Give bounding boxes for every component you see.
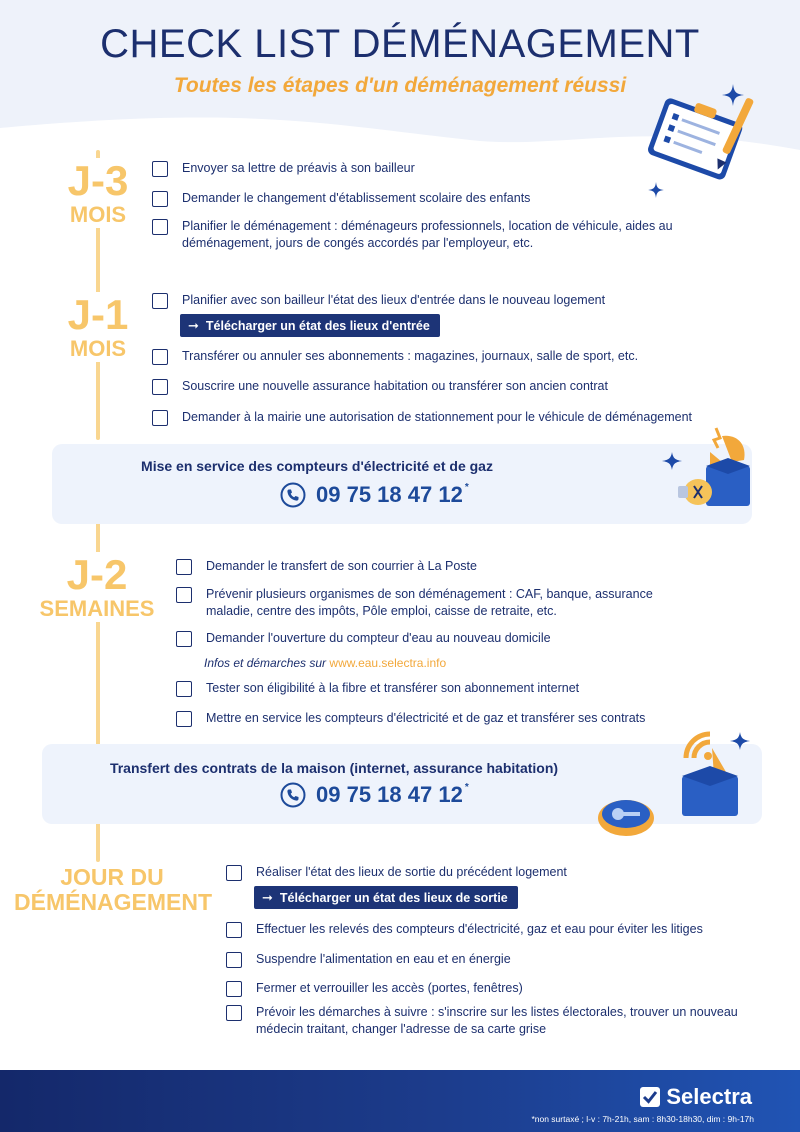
lightbulb-box-illustration bbox=[662, 422, 762, 522]
checkbox[interactable] bbox=[152, 219, 168, 235]
button-label: Télécharger un état des lieux de sortie bbox=[279, 890, 508, 905]
checklist-item bbox=[152, 218, 712, 252]
item-text: Prévenir plusieurs organismes de son déménagement : CAF, banque, assurance maladie, centre des impôts, Pôle emploi, caisse de retraite, etc. bbox=[206, 587, 653, 618]
arrow-right-icon: ➞ bbox=[262, 889, 273, 905]
item-text: Demander l'ouverture du compteur d'eau au nouveau domicile bbox=[206, 631, 551, 645]
phone-icon bbox=[280, 782, 306, 808]
footer-footnote: *non surtaxé ; l-v : 7h-21h, sam : 8h30-18h30, dim : 9h-17h bbox=[531, 1114, 754, 1124]
phone-number: 09 75 18 47 12 bbox=[316, 482, 463, 507]
item-text: Effectuer les relevés des compteurs d'électricité, gaz et eau pour éviter les litiges bbox=[256, 922, 703, 936]
phone-icon bbox=[280, 482, 306, 508]
checklist-item bbox=[176, 558, 656, 575]
checklist-item bbox=[152, 292, 752, 309]
checkbox[interactable] bbox=[176, 711, 192, 727]
checklist-item bbox=[176, 710, 736, 727]
phase-label-j2-semaines bbox=[30, 552, 164, 622]
phase-big-text: J-3 bbox=[67, 157, 129, 204]
checkbox[interactable] bbox=[176, 587, 192, 603]
checkbox[interactable] bbox=[226, 1005, 242, 1021]
phase-small-text: MOIS bbox=[69, 202, 127, 227]
item-text: Prévoir les démarches à suivre : s'inscrire sur les listes électorales, trouver un nouveau médecin traitant, changer l'adresse de sa carte grise bbox=[256, 1005, 738, 1036]
footnote-mark: * bbox=[464, 782, 469, 793]
checkbox[interactable] bbox=[152, 410, 168, 426]
checkbox[interactable] bbox=[226, 952, 242, 968]
selectra-check-logo bbox=[640, 1087, 660, 1107]
checkbox[interactable] bbox=[152, 191, 168, 207]
checkbox[interactable] bbox=[226, 981, 242, 997]
phase-small-text: SEMAINES bbox=[39, 596, 155, 621]
info-prefix: Infos et démarches sur bbox=[204, 656, 327, 670]
checkbox[interactable] bbox=[226, 865, 242, 881]
download-entry-inventory-button[interactable] bbox=[180, 314, 440, 337]
checklist-item bbox=[226, 951, 706, 968]
checkbox[interactable] bbox=[152, 293, 168, 309]
sparkle-icon bbox=[648, 182, 664, 198]
phase-label-jour-du-demenagement bbox=[14, 862, 213, 916]
clipboard-illustration bbox=[630, 86, 770, 196]
item-text: Suspendre l'alimentation en eau et en énergie bbox=[256, 952, 511, 966]
item-text: Mettre en service les compteurs d'électricité et de gaz et transférer ses contrats bbox=[206, 711, 646, 725]
checklist-item bbox=[226, 864, 706, 881]
callbox-title: Mise en service des compteurs d'électricité et de gaz bbox=[141, 458, 493, 474]
water-info-link[interactable]: www.eau.selectra.info bbox=[329, 656, 447, 670]
arrow-right-icon: ➞ bbox=[188, 317, 199, 333]
checkbox[interactable] bbox=[176, 559, 192, 575]
phase-label-j3-mois bbox=[52, 158, 144, 228]
checkbox[interactable] bbox=[152, 161, 168, 177]
download-exit-inventory-button[interactable] bbox=[254, 886, 518, 909]
phase-big-text: J-1 bbox=[67, 291, 129, 338]
checklist-item bbox=[176, 586, 676, 620]
sparkle-icon bbox=[722, 84, 744, 106]
timeline-line bbox=[96, 822, 100, 862]
phone-number: 09 75 18 47 12 bbox=[316, 782, 463, 807]
phase-big-text: J-2 bbox=[66, 551, 128, 598]
item-text: Réaliser l'état des lieux de sortie du précédent logement bbox=[256, 865, 567, 879]
checklist-item bbox=[152, 348, 752, 365]
phone-number-link[interactable] bbox=[280, 782, 469, 808]
item-text: Demander à la mairie une autorisation de stationnement pour le véhicule de déménagement bbox=[182, 410, 693, 424]
page-subtitle: Toutes les étapes d'un déménagement réussi bbox=[173, 74, 627, 97]
brand-name: Selectra bbox=[666, 1084, 752, 1109]
checkbox[interactable] bbox=[226, 922, 242, 938]
checkbox[interactable] bbox=[152, 379, 168, 395]
phase-big-text: JOUR DU bbox=[60, 864, 164, 890]
checkbox[interactable] bbox=[176, 681, 192, 697]
item-text: Fermer et verrouiller les accès (portes, fenêtres) bbox=[256, 981, 523, 995]
item-text: Planifier le déménagement : déménageurs professionnels, location de véhicule, aides au déménagement, jours de congés accordés par l'employeur, etc. bbox=[182, 219, 673, 250]
item-text: Demander le changement d'établissement scolaire des enfants bbox=[182, 191, 531, 205]
checklist-item bbox=[226, 980, 706, 997]
selectra-logo[interactable] bbox=[640, 1084, 752, 1110]
checklist-item bbox=[176, 630, 676, 647]
checkbox[interactable] bbox=[152, 349, 168, 365]
item-text: Souscrire une nouvelle assurance habitation ou transférer son ancien contrat bbox=[182, 379, 608, 393]
checklist-item bbox=[226, 921, 766, 938]
item-text: Transférer ou annuler ses abonnements : magazines, journaux, salle de sport, etc. bbox=[182, 349, 639, 363]
item-text: Envoyer sa lettre de préavis à son bailleur bbox=[182, 161, 415, 175]
checklist-item bbox=[176, 680, 676, 697]
page-title: CHECK LIST DÉMÉNAGEMENT bbox=[100, 22, 700, 66]
callbox-title: Transfert des contrats de la maison (internet, assurance habitation) bbox=[109, 760, 559, 776]
button-label: Télécharger un état des lieux d'entrée bbox=[205, 318, 430, 333]
checklist-item bbox=[152, 160, 632, 177]
checklist-item bbox=[152, 378, 752, 395]
item-text: Demander le transfert de son courrier à La Poste bbox=[206, 559, 477, 573]
item-text: Tester son éligibilité à la fibre et transférer son abonnement internet bbox=[206, 681, 580, 695]
checklist-item bbox=[226, 1004, 766, 1038]
item-text: Planifier avec son bailleur l'état des lieux d'entrée dans le nouveau logement bbox=[182, 293, 606, 307]
phase-label-j1-mois bbox=[52, 292, 144, 362]
footer-bar bbox=[0, 1070, 800, 1132]
phase-small-text: DÉMÉNAGEMENT bbox=[14, 889, 213, 915]
wifi-box-illustration bbox=[596, 728, 772, 840]
checklist-item bbox=[152, 190, 632, 207]
phase-small-text: MOIS bbox=[69, 336, 127, 361]
footnote-mark: * bbox=[464, 482, 469, 493]
phone-number-link[interactable] bbox=[280, 482, 469, 508]
callbox-energy bbox=[52, 444, 752, 524]
info-line bbox=[204, 656, 446, 670]
checkbox[interactable] bbox=[176, 631, 192, 647]
